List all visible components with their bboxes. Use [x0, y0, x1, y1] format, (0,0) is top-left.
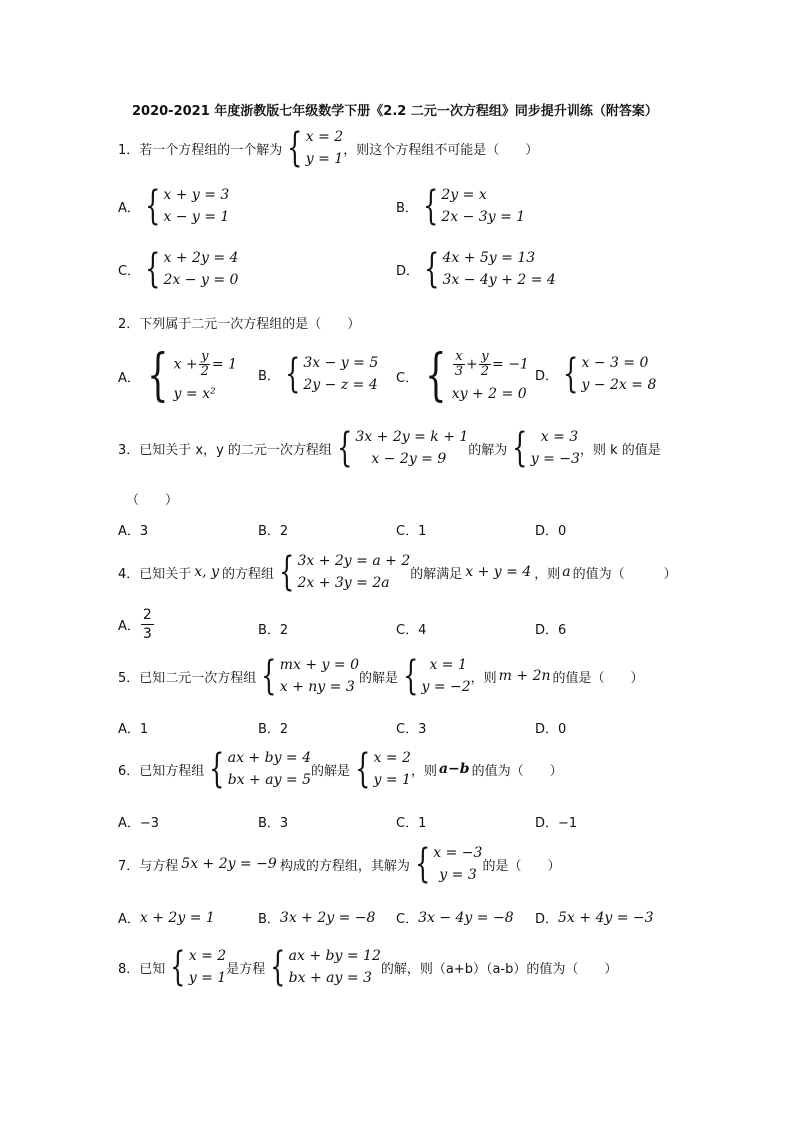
q6-prefix: 6．已知方程组 — [118, 763, 205, 779]
equation: x = −3 — [433, 845, 483, 861]
q6-option-b[interactable]: B．3 — [258, 816, 289, 831]
fraction-denominator: 2 — [200, 363, 209, 379]
equation: y − 2x = 8 — [581, 377, 657, 393]
q2-option-c[interactable] — [396, 343, 529, 408]
brace-icon: { — [423, 183, 439, 229]
q2-option-d[interactable] — [535, 351, 657, 397]
q1-option-c[interactable] — [118, 246, 239, 292]
q4-mid: ，则 — [534, 566, 561, 582]
equation: mx + y = 0 — [279, 657, 359, 673]
option-label: C． — [118, 263, 141, 279]
q4-suffix: 的值为（ ） — [572, 566, 677, 582]
q4-option-d[interactable]: D．6 — [535, 623, 567, 638]
q5-option-c[interactable]: C．3 — [396, 722, 427, 737]
equation: 2y − z = 4 — [303, 377, 378, 393]
equation: 2y = x — [441, 187, 487, 203]
q4-option-a[interactable] — [118, 606, 155, 643]
equation: x + ny = 3 — [279, 679, 355, 695]
question-6 — [118, 746, 563, 792]
equation: x = 2 — [188, 948, 227, 964]
option-label: D． — [535, 368, 559, 384]
q6-option-c[interactable]: C．1 — [396, 816, 427, 831]
equation: x = 2 — [373, 750, 411, 766]
brace-icon: { — [279, 549, 295, 595]
brace-icon: { — [424, 246, 440, 292]
q4-prefix: 4．已知关于 — [118, 566, 192, 582]
fraction-numerator: 2 — [142, 607, 152, 623]
q3-option-b[interactable]: B．2 — [258, 524, 289, 539]
q5-mid: ，则 — [470, 670, 497, 686]
q4-option-b[interactable]: B．2 — [258, 623, 289, 638]
fraction-denominator: 2 — [480, 363, 490, 379]
option-label: A． — [118, 200, 140, 216]
fraction-numerator: y — [481, 348, 489, 364]
option-label: D． — [396, 263, 420, 279]
brace-icon: { — [414, 841, 431, 887]
option-label: A． — [118, 370, 140, 386]
q7-option-d[interactable] — [535, 908, 654, 927]
q7-option-c[interactable] — [396, 908, 514, 927]
brace-icon: { — [270, 944, 286, 990]
q6-option-a[interactable]: A．−3 — [118, 816, 160, 831]
brace-icon: { — [287, 125, 303, 171]
q5-mid: 的解是 — [358, 670, 398, 686]
equation: 2x + 3y = 2a — [297, 575, 390, 591]
brace-icon: { — [147, 343, 169, 408]
q8-mid: 是方程 — [226, 961, 266, 977]
q5-option-b[interactable]: B．2 — [258, 722, 289, 737]
q2-option-b[interactable] — [258, 351, 379, 397]
brace-icon: { — [337, 425, 353, 471]
fraction-denominator: 3 — [454, 363, 463, 379]
q6-suffix: 的值为（ ） — [471, 763, 563, 779]
q7-option-b[interactable] — [258, 908, 375, 927]
question-1 — [118, 125, 539, 171]
q7-mid: 构成的方程组，其解为 — [279, 858, 410, 874]
option-label: B． — [258, 368, 280, 384]
equation: bx + ay = 3 — [288, 970, 372, 986]
q7-equation: 5x + 2y = −9 — [181, 856, 277, 872]
question-3 — [118, 425, 661, 471]
q3-option-a[interactable]: A．3 — [118, 524, 149, 539]
q1-solution-system — [282, 125, 344, 171]
q3-option-d[interactable]: D．0 — [535, 524, 567, 539]
equation: x − 2y = 9 — [371, 451, 447, 467]
q4-mid: 的解满足 — [410, 566, 463, 582]
brace-icon: { — [261, 653, 277, 699]
equation: bx + ay = 5 — [227, 772, 312, 788]
q5-prefix: 5．已知二元一次方程组 — [118, 670, 257, 686]
equation: 4x + 5y = 13 — [442, 250, 536, 266]
fraction-denominator: 3 — [142, 626, 152, 642]
equation: ax + by = 12 — [288, 948, 381, 964]
q4-option-c[interactable]: C．4 — [396, 623, 427, 638]
equation: x = 1 — [429, 657, 467, 673]
question-5 — [118, 653, 644, 699]
brace-icon: { — [144, 183, 161, 229]
fraction-numerator: y — [201, 348, 209, 364]
equation: ax + by = 4 — [227, 750, 312, 766]
equation: 3x − 4y + 2 = 4 — [442, 272, 556, 288]
equation: x = 3 — [540, 429, 579, 445]
equation-part: = −1 — [492, 356, 529, 372]
option-label: A． — [118, 912, 140, 927]
option-label: B． — [258, 912, 280, 927]
fraction-numerator: x — [455, 348, 463, 364]
option-label: A． — [118, 619, 140, 634]
q1-prefix: 1．若一个方程组的一个解为 — [118, 142, 283, 158]
q1-sys-row: y = 1 — [305, 151, 344, 167]
equation: 2x − y = 0 — [163, 272, 239, 288]
brace-icon: { — [145, 246, 161, 292]
equation: 3x − y = 5 — [303, 355, 379, 371]
q5-option-a[interactable]: A．1 — [118, 722, 149, 737]
equation: x − 3 = 0 — [581, 355, 649, 371]
equation: 5x + 4y = −3 — [558, 909, 654, 926]
brace-icon: { — [563, 351, 579, 397]
brace-icon: { — [209, 746, 225, 792]
brace-icon: { — [512, 425, 528, 471]
option-label: C． — [396, 912, 419, 927]
q1-option-d[interactable] — [396, 246, 556, 292]
equation-part: x + — [173, 356, 198, 372]
q3-suffix: ，则 k 的值是 — [579, 442, 661, 458]
equation: x + 2y = 1 — [139, 909, 215, 926]
q4-mid: 的方程组 — [222, 566, 275, 582]
page-title: 2020-2021 年度浙教版七年级数学下册《2.2 二元一次方程组》同步提升训练（附答案） — [132, 104, 658, 119]
equation: 3x + 2y = a + 2 — [297, 553, 411, 569]
q8-prefix: 8．已知 — [118, 961, 166, 977]
q4-variable-a: a — [562, 564, 571, 580]
q6-option-d[interactable]: D．−1 — [535, 816, 578, 831]
question-8 — [118, 944, 618, 990]
equation: 3x + 2y = −8 — [279, 909, 376, 926]
q3-paren: （ ） — [126, 493, 179, 508]
q6-expression: a−b — [438, 761, 470, 777]
q3-prefix: 3．已知关于 x，y 的二元一次方程组 — [118, 442, 332, 458]
q6-mid: 的解是 — [311, 763, 351, 779]
equation: y = 1 — [373, 772, 411, 788]
q3-mid: 的解为 — [468, 442, 508, 458]
equation: x − y = 1 — [163, 209, 230, 225]
q7-suffix: 的是（ ） — [482, 858, 561, 874]
equation: 2x − 3y = 1 — [441, 209, 526, 225]
q1-sys-row: x = 2 — [305, 129, 344, 145]
equation-part: + — [466, 356, 478, 372]
q4-condition: x + y = 4 — [465, 564, 532, 580]
q6-mid: ，则 — [410, 763, 437, 779]
brace-icon: { — [355, 746, 371, 792]
question-4 — [118, 549, 677, 595]
q4-vars: x, y — [194, 564, 219, 580]
equation: y = 3 — [439, 867, 477, 883]
equation: 3x − 4y = −8 — [418, 909, 514, 926]
q5-suffix: 的值是（ ） — [552, 670, 644, 686]
equation: xy + 2 = 0 — [451, 385, 527, 402]
option-label: B． — [396, 200, 418, 216]
q5-option-d[interactable]: D．0 — [535, 722, 567, 737]
equation: y = −3 — [530, 451, 580, 467]
q1-option-a[interactable] — [118, 183, 230, 229]
q7-option-a[interactable] — [118, 908, 215, 927]
q5-expression: m + 2n — [498, 668, 551, 684]
equation: 3x + 2y = k + 1 — [355, 429, 469, 445]
q3-option-c[interactable]: C．1 — [396, 524, 427, 539]
brace-icon: { — [170, 944, 186, 990]
option-label: C． — [396, 370, 419, 386]
q2-option-a[interactable] — [118, 343, 237, 408]
q8-suffix: 的解，则（a+b）（a-b）的值为（ ） — [380, 961, 618, 977]
brace-icon: { — [425, 343, 447, 408]
q7-prefix: 7．与方程 — [118, 858, 179, 874]
equation-part: = 1 — [211, 356, 237, 372]
equation: y = −2 — [421, 679, 471, 695]
brace-icon: { — [403, 653, 419, 699]
q1-option-b[interactable] — [396, 183, 526, 229]
option-label: D． — [535, 912, 559, 927]
equation: x + 2y = 4 — [163, 250, 239, 266]
question-7 — [118, 841, 561, 887]
equation: x + y = 3 — [163, 187, 230, 203]
brace-icon: { — [285, 351, 301, 397]
equation: y = 1 — [188, 970, 227, 986]
question-2: 2．下列属于二元一次方程组的是（ ） — [118, 317, 361, 332]
q1-suffix: ，则这个方程组不可能是（ ） — [343, 142, 539, 158]
equation: y = x² — [173, 385, 216, 402]
